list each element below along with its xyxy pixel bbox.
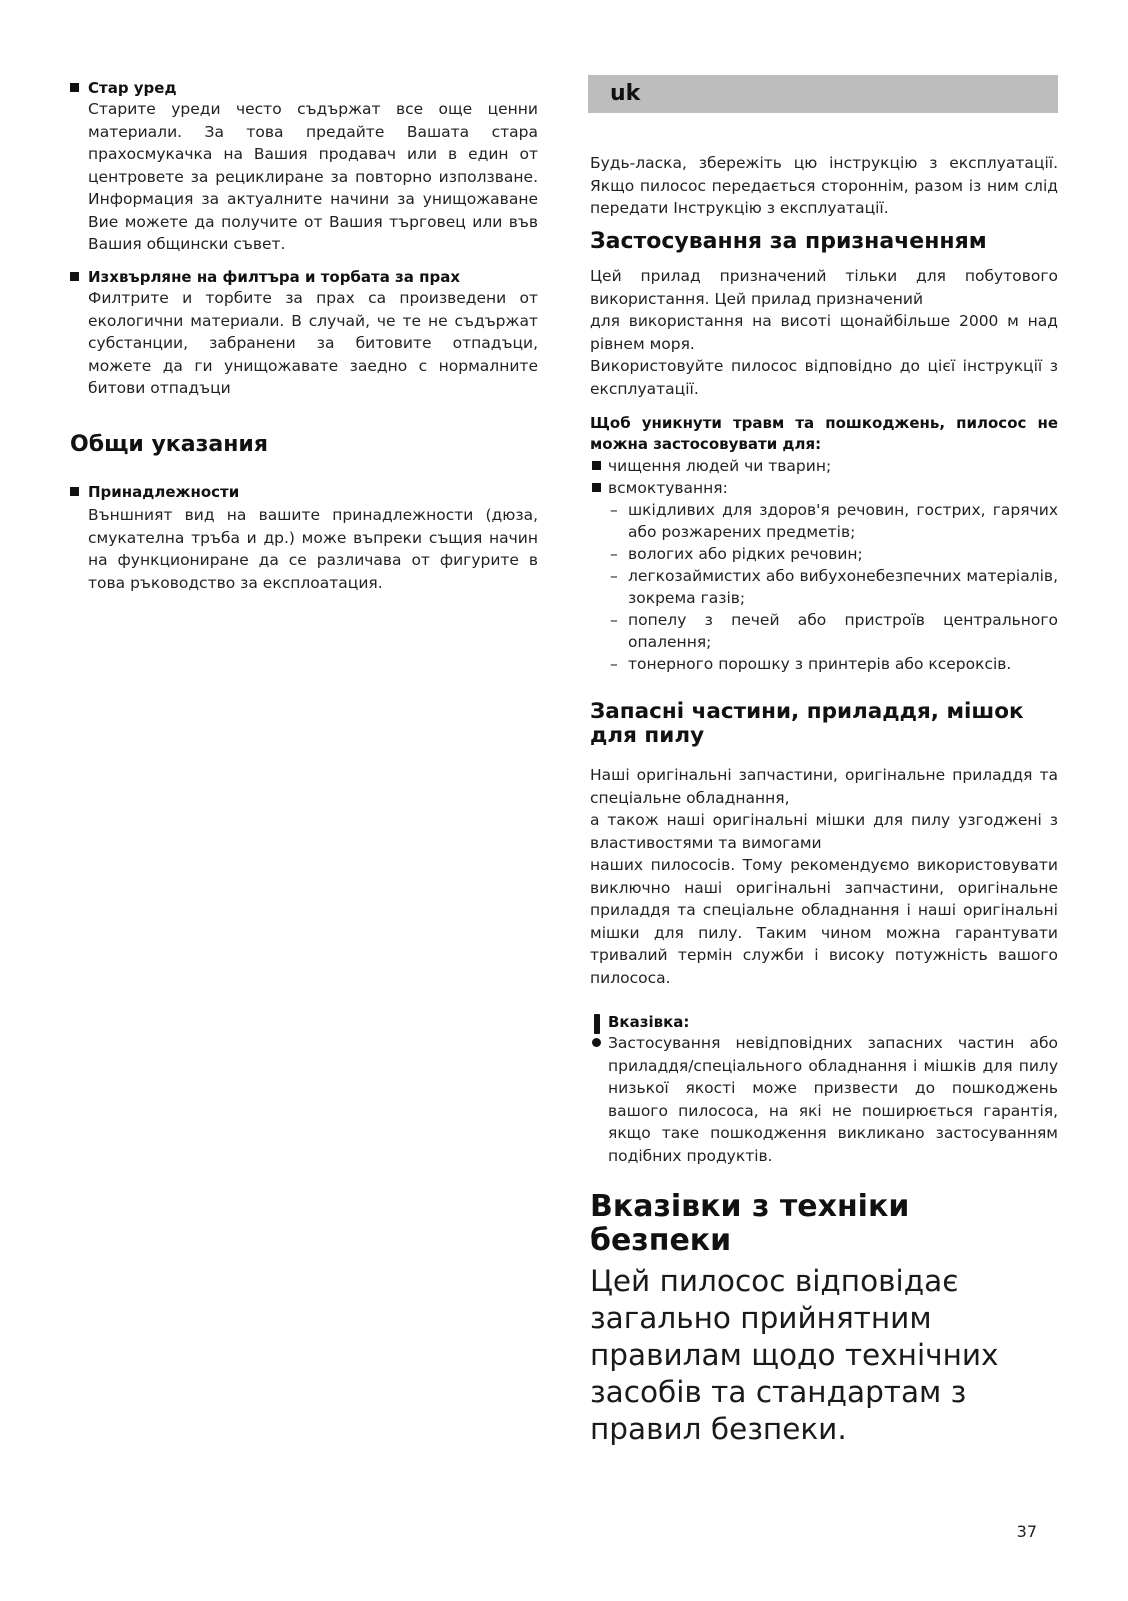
- spare-section: [590, 764, 1058, 989]
- warning-item: чищення людей чи тварин;: [590, 455, 1058, 477]
- general-title: Общи указания: [70, 432, 268, 457]
- spare-text-3: наших пилососів. Тому рекомендуємо використовувати виключно наші оригінальні запчастини, оригінальне приладдя та спеціальне обладнання і наші оригінальні мішки для пилу. Таким чином можна гарантувати тривалий термін служби і високу потужність вашого пилососа.: [590, 856, 1058, 987]
- safety-title: Вказівки з техніки безпеки: [590, 1189, 910, 1258]
- warning-item: всмоктування:: [590, 477, 1058, 499]
- accessories-text: Външният вид на вашите принадлежности (дюза, смукателна тръба и др.) може въпреки същия начин на функциониране да се различава от фигурите в това ръководство за експлоатация.: [88, 506, 538, 592]
- exclamation-icon: [590, 1010, 604, 1050]
- filter-disposal-heading: Изхвърляне на филтъра и торбата за прах: [70, 267, 538, 287]
- sub-item: – вологих або рідких речовин;: [590, 543, 1058, 565]
- note-label: Вказівка:: [608, 1013, 690, 1031]
- spare-text-1: Наші оригінальні запчастини, оригінальне приладдя та спеціальне обладнання,: [590, 766, 1058, 807]
- old-device-text: Старите уреди често съдържат все още ценни материали. За това предайте Вашата стара прахосмукачка на Вашия продавач или в един от центровете за рециклиране за повторно използване. Информация за актуалните начини за унищожаване Вие можете да получите от Вашия търговец или във Вашия общински съвет.: [88, 100, 538, 253]
- note-section: [590, 1012, 1058, 1167]
- accessories-heading: Принадлежности: [70, 482, 538, 502]
- old-device-section: [70, 78, 538, 256]
- page-number: 37: [1016, 1522, 1037, 1541]
- sub-item: – тонерного порошку з принтерів або ксероксів.: [590, 653, 1058, 675]
- accessories-section: [70, 482, 538, 594]
- note-text: Застосування невідповідних запасних частин або приладдя/спеціального обладнання і мішків для пилу низької якості може призвести до пошкоджень вашого пилососа, на які не поширюється гарантія, якщо таке пошкодження викликано застосуванням подібних продуктів.: [608, 1034, 1058, 1165]
- purpose-text-1: Цей прилад призначений тільки для побутового використання. Цей прилад призначений: [590, 267, 1058, 308]
- purpose-text-2: для використання на висоті щонайбільше 2000 м над рівнем моря.: [590, 312, 1058, 353]
- language-bar: [588, 75, 1058, 113]
- filter-disposal-text: Филтрите и торбите за прах са произведени от екологични материали. В случай, че те не съдържат субстанции, забранени за битовите отпадъци, можете да ги унищожавате заедно с нормалните битови отпадъци: [88, 289, 538, 397]
- purpose-text-3: Використовуйте пилосос відповідно до цієї інструкції з експлуатації.: [590, 357, 1058, 398]
- purpose-title: Застосування за призначенням: [590, 229, 987, 254]
- intro-text: Будь-ласка, збережіть цю інструкцію з експлуатації. Якщо пилосос передається стороннім, разом із ним слід передати Інструкцію з експлуатації.: [590, 154, 1058, 217]
- purpose-section: [590, 265, 1058, 400]
- safety-lead: Цей пилосос відповідає загально прийнятним правилам щодо технічних засобів та стандартам з правил безпеки.: [590, 1264, 999, 1446]
- sub-item: – шкідливих для здоров'я речовин, гострих, гарячих або розжарених предметів;: [590, 499, 1058, 543]
- filter-disposal-section: [70, 267, 538, 400]
- language-label: uk: [610, 81, 641, 106]
- old-device-heading: Стар уред: [70, 78, 538, 98]
- warning-bold: Щоб уникнути травм та пошкоджень, пилосос не можна застосовувати для:: [590, 414, 1058, 453]
- spare-title: Запасні частини, приладдя, мішок для пилу: [590, 699, 1024, 748]
- sub-item: – легкозаймистих або вибухонебезпечних матеріалів, зокрема газів;: [590, 565, 1058, 609]
- spare-text-2: а також наші оригінальні мішки для пилу узгоджені з властивостями та вимогами: [590, 811, 1058, 852]
- warning-section: [590, 413, 1058, 675]
- sub-item: – попелу з печей або пристроїв центрального опалення;: [590, 609, 1058, 653]
